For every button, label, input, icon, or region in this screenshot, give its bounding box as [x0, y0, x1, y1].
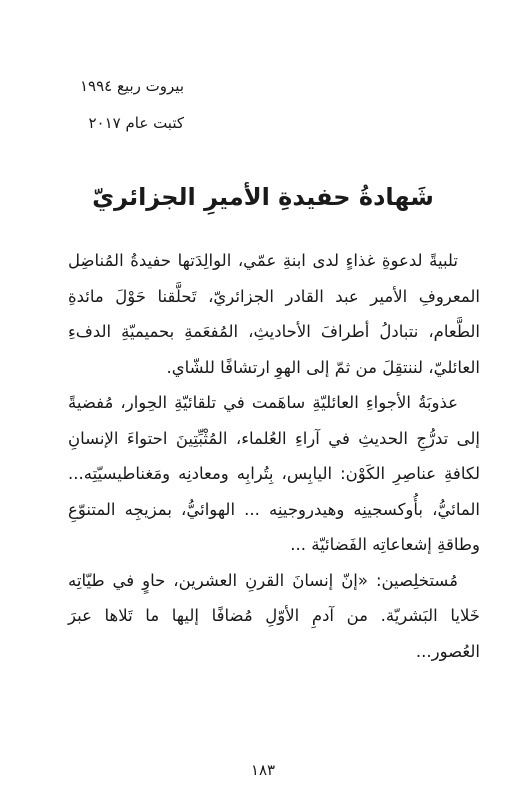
chapter-title: شَهادةُ حفيدةِ الأميرِ الجزائريّ [92, 183, 434, 212]
paragraph: مُستخلِصين: «إنّ إنسانَ القرنِ العشرين، حاوٍ في طيّاتِه خَلايا البَشريّة. من آدمِ الأوّلِ مُضافًا إليها ما تَلاها عبرَ العُصور... [68, 570, 480, 661]
written-year-line: كتبت عام ٢٠١٧ [88, 114, 184, 132]
body-text [68, 243, 480, 669]
place-date-line: بيروت ربيع ١٩٩٤ [79, 77, 184, 95]
paragraph: عذوبَةُ الأجواءِ العائليّةِ ساهَمت في تلقائيّةِ الحِوار، مُفضيةً إلى تدرُّجِ الحديثِ في آراءِ العُلماء، المُثْبِّتِينَ احتواءَ الإنسانِ لكافةِ عناصِرِ الكَوْن: اليابِس، بِتُرابِه ومعادنِه ومَغناطيسيّتِه... المائيُّ، بأُوكسجينِه وهيدروجينِه ... الهوائيُّ، بمزيجِه المتنوّعِ وطاقةِ إشعاعاتِه الفَضائيّة ... [68, 393, 480, 554]
paragraph: تلبيةً لدعوةِ غذاءٍ لدى ابنةِ عمّي، الوالِدَتها حفيدةُ المُناضِل المعروفِ الأمير عبد القادر الجزائريّ، تَحلَّقنا حَوْلَ مائدةِ الطَّعام، نتبادلُ أطرافَ الأحاديثِ، المُفعَمةِ بحميميّةِ الدفءِ العائليّ، لننتقِلَ من ثمّ إلى الهوِ ارتشافًا للشّاي. [68, 251, 480, 377]
page-number: ١٨٣ [250, 761, 276, 779]
